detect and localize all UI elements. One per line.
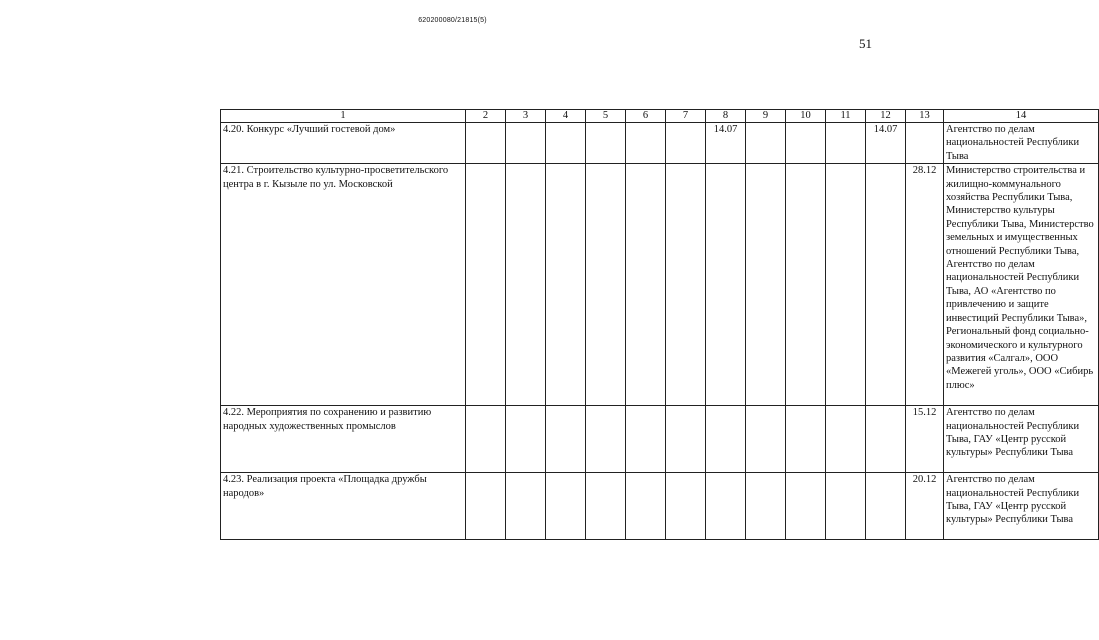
column-header: 6 xyxy=(626,110,666,123)
plan-table xyxy=(220,109,1099,540)
column-header: 2 xyxy=(466,110,506,123)
column-header: 12 xyxy=(866,110,906,123)
table-row xyxy=(221,406,1099,473)
date-cell: 14.07 xyxy=(706,123,746,164)
column-header: 3 xyxy=(506,110,546,123)
event-title: 4.21. Строительство культурно-просветительского центра в г. Кызыле по ул. Московской xyxy=(221,164,466,406)
column-header: 14 xyxy=(944,110,1099,123)
table-row xyxy=(221,473,1099,540)
column-header: 4 xyxy=(546,110,586,123)
date-cell xyxy=(706,473,746,540)
responsible-org: Агентство по делам национальностей Республики Тыва, ГАУ «Центр русской культуры» Республики Тыва xyxy=(944,406,1099,473)
responsible-org: Агентство по делам национальностей Республики Тыва xyxy=(944,123,1099,164)
column-header: 11 xyxy=(826,110,866,123)
column-header: 8 xyxy=(706,110,746,123)
event-title: 4.23. Реализация проекта «Площадка дружбы народов» xyxy=(221,473,466,540)
date-cell: 14.07 xyxy=(866,123,906,164)
page-number: 51 xyxy=(859,36,872,51)
table-row xyxy=(221,123,1099,164)
column-header: 5 xyxy=(586,110,626,123)
date-cell xyxy=(906,123,944,164)
column-header: 7 xyxy=(666,110,706,123)
column-header: 13 xyxy=(906,110,944,123)
date-cell: 15.12 xyxy=(906,406,944,473)
column-header: 9 xyxy=(746,110,786,123)
date-cell xyxy=(706,406,746,473)
responsible-org: Министерство строительства и жилищно-коммунального хозяйства Республики Тыва, Министерство культуры Республики Тыва, Министерство земельных и имущественных отношений Республики Тыва, Агентство по делам национальностей Республики Тыва, АО «Агентство по привлечению и защите инвестиций Республики Тыва», Региональный фонд социально-экономического и культурного развития «Салгал», ООО «Межегей уголь», ООО «Сибирь плюс» xyxy=(944,164,1099,406)
date-cell xyxy=(866,406,906,473)
date-cell xyxy=(866,473,906,540)
responsible-org: Агентство по делам национальностей Республики Тыва, ГАУ «Центр русской культуры» Республики Тыва xyxy=(944,473,1099,540)
date-cell: 20.12 xyxy=(906,473,944,540)
table-header-row xyxy=(221,110,1099,123)
date-cell: 28.12 xyxy=(906,164,944,406)
event-title: 4.22. Мероприятия по сохранению и развитию народных художественных промыслов xyxy=(221,406,466,473)
column-header: 1 xyxy=(221,110,466,123)
date-cell xyxy=(866,164,906,406)
table-row xyxy=(221,164,1099,406)
event-title: 4.20. Конкурс «Лучший гостевой дом» xyxy=(221,123,466,164)
column-header: 10 xyxy=(786,110,826,123)
document-code: 620200080/21815(5) xyxy=(418,17,487,24)
date-cell xyxy=(706,164,746,406)
